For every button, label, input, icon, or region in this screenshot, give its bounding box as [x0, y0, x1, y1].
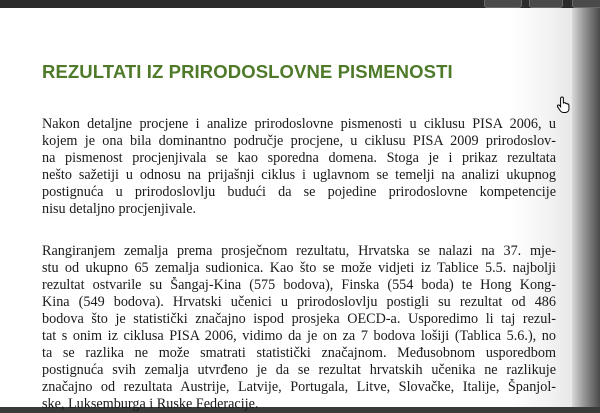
text-line: rezultat ostvarile su Šangaj-Kina (575 bodova), Finska (554 boda) te Hong Kong- [42, 277, 556, 293]
toolbar-button[interactable] [572, 0, 600, 8]
text-line: ske, Luksemburga i Ruske Federacije. [42, 396, 259, 412]
hand-cursor-icon [556, 96, 572, 114]
page-edge-shadow [572, 8, 600, 407]
text-line: Nakon detaljne procjene i analize prirodoslovne pismenosti u ciklusu PISA 2006, u [42, 116, 556, 132]
text-line: tat s onim iz ciklusa PISA 2006, vidimo da je on za 7 bodova lošiji (Tablica 5.6.), no [42, 328, 556, 344]
text-line: značajno od rezultata Austrije, Latvije, Portugala, Litve, Slovačke, Italije, Španjol- [42, 379, 556, 395]
text-line: postignuća svih zemalja utvrđeno je da se rezultat hrvatskih učenika ne razlikuje [42, 362, 556, 378]
text-line: bodova što je statistički značajno ispod prosjeka OECD-a. Usporedimo li taj rezul- [42, 311, 556, 327]
paragraph-2 [42, 243, 556, 413]
toolbar-button[interactable] [529, 0, 563, 8]
section-heading: REZULTATI IZ PRIRODOSLOVNE PISMENOSTI [42, 61, 453, 82]
text-line: postignuća u prirodoslovlju budući da se pojedine prirodoslovne kompetencije [42, 184, 556, 200]
text-line: stu od ukupno 65 zemalja sudionica. Kao što se može vidjeti iz Tablice 5.5. najbolji [42, 260, 556, 276]
text-line: ta se razlika ne može smatrati statistički značajnom. Međusobnom usporedbom [42, 345, 556, 361]
text-line: nisu detaljno procjenjivale. [42, 201, 197, 217]
toolbar-button[interactable] [484, 0, 522, 8]
text-line: kojem je ona bila dominantno područje procjene, u ciklusu PISA 2009 prirodoslov- [42, 133, 556, 149]
text-line: Kina (549 bodova). Hrvatski učenici u prirodoslovlju postigli su rezultat od 486 [42, 294, 556, 310]
document-page [0, 8, 580, 412]
text-line: na pismenost procjenjivala se kao sporedna domena. Stoga je i prikaz rezultata [42, 150, 556, 166]
text-line: Rangiranjem zemalja prema prosječnom rezultatu, Hrvatska se nalazi na 37. mje- [42, 243, 556, 259]
text-line: nešto sažetiji u odnosu na prijašnji ciklus i uglavnom se temelji na analizi ukupnog [42, 167, 556, 183]
paragraph-1 [42, 116, 556, 218]
